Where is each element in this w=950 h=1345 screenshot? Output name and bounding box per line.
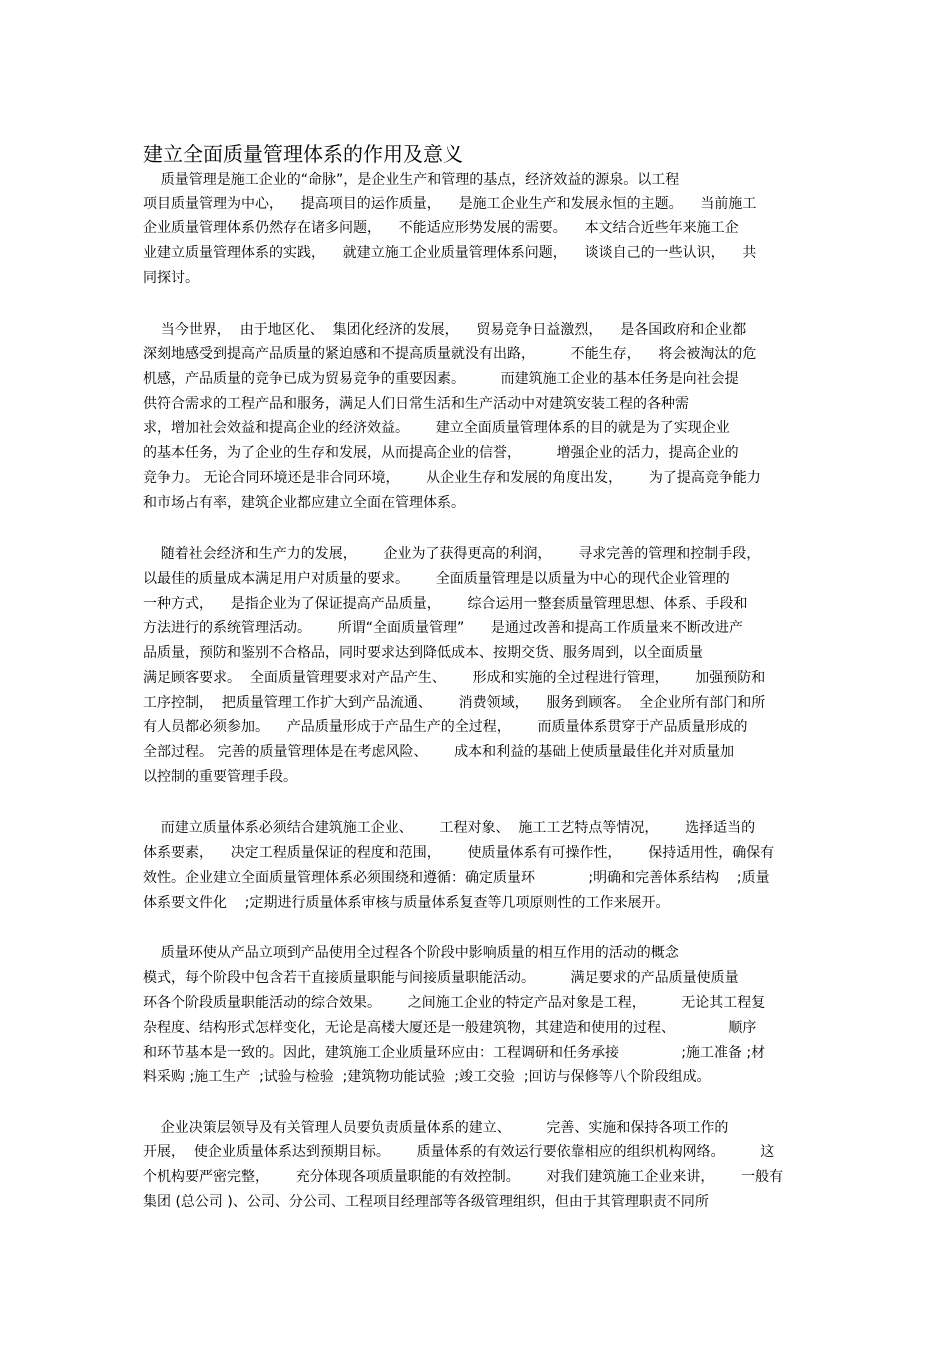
paragraph-line: 工序控制， 把质量管理工作扩大到产品流通、 消费领域， 服务到顾客。 全企业所有部门和所: [143, 695, 766, 711]
paragraph-line: 供符合需求的工程产品和服务，满足人们日常生活和生产活动中对建筑安装工程的各种需: [143, 396, 689, 412]
paragraph-line: 效性。企业建立全面质量管理体系必须围绕和遵循：确定质量环 ;明确和完善体系结构 ;质量: [143, 870, 770, 886]
paragraph-line: 体系要素， 决定工程质量保证的程度和范围， 使质量体系有可操作性， 保持适用性，确保有: [143, 845, 775, 861]
paragraph-line: 杂程度、结构形式怎样变化，无论是高楼大厦还是一般建筑物，其建造和使用的过程、 顺序: [143, 1020, 757, 1036]
paragraph-line: 全部过程。 完善的质量管理体是在考虑风险、 成本和利益的基础上使质量最佳化并对质量加: [143, 744, 735, 760]
paragraph-line: 料采购 ;施工生产 ;试验与检验 ;建筑物功能试验 ;竣工交验 ;回访与保修等八个阶段组成。: [143, 1069, 711, 1085]
paragraph-line: 求，增加社会效益和提高企业的经济效益。 建立全面质量管理体系的目的就是为了实现企业: [143, 420, 730, 436]
paragraph-line: 和市场占有率，建筑企业都应建立全面在管理体系。: [143, 495, 465, 511]
paragraph-line: 以控制的重要管理手段。: [143, 769, 297, 785]
paragraph-line: 同探讨。: [143, 270, 199, 286]
paragraph-line: 和环节基本是一致的。因此，建筑施工企业质量环应由：工程调研和任务承接 ;施工准备 ;材: [143, 1045, 766, 1061]
paragraph-line: 项目质量管理为中心， 提高项目的运作质量， 是施工企业生产和发展永恒的主题。 当前施工: [143, 196, 757, 212]
paragraph-line: 集团 (总公司 )、公司、分公司、工程项目经理部等各级管理组织，但由于其管理职责不同所: [143, 1194, 709, 1210]
paragraph-line: 业建立质量管理体系的实践， 就建立施工企业质量管理体系问题， 谈谈自己的一些认识， 共: [143, 245, 757, 261]
paragraph-line: 品质量，预防和鉴别不合格品，同时要求达到降低成本、按期交货、服务周到，以全面质量: [143, 645, 703, 661]
paragraph-line: 一种方式， 是指企业为了保证提高产品质量， 综合运用一整套质量管理思想、体系、手段和: [143, 596, 748, 612]
paragraph-line: 竞争力。 无论合同环境还是非合同环境， 从企业生存和发展的角度出发， 为了提高竞争能力: [143, 470, 761, 486]
paragraph-line: 当今世界， 由于地区化、 集团化经济的发展， 贸易竞争日益激烈， 是各国政府和企业都: [143, 322, 747, 338]
paragraph-line: 个机构要严密完整， 充分体现各项质量职能的有效控制。 对我们建筑施工企业来讲， 一般有: [143, 1169, 784, 1185]
paragraph-line: 企业质量管理体系仍然存在诸多问题， 不能适应形势发展的需要。 本文结合近些年来施工企: [143, 220, 739, 236]
paragraph-line: 模式，每个阶段中包含若干直接质量职能与间接质量职能活动。 满足要求的产品质量使质量: [143, 970, 739, 986]
paragraph-line: 开展， 使企业质量体系达到预期目标。 质量体系的有效运行要依靠相应的组织机构网络。 这: [143, 1144, 775, 1160]
paragraph-line: 而建立质量体系必须结合建筑施工企业、 工程对象、 施工工艺特点等情况， 选择适当的: [143, 820, 756, 836]
paragraph-line: 的基本任务，为了企业的生存和发展，从而提高企业的信誉， 增强企业的活力，提高企业的: [143, 445, 739, 461]
paragraph-line: 以最佳的质量成本满足用户对质量的要求。 全面质量管理是以质量为中心的现代企业管理的: [143, 571, 730, 587]
paragraph-line: 随着社会经济和生产力的发展， 企业为了获得更高的利润， 寻求完善的管理和控制手段，: [143, 546, 761, 562]
paragraph-line: 方法进行的系统管理活动。 所谓“全面质量管理” 是通过改善和提高工作质量来不断改进产: [143, 620, 743, 636]
paragraph-line: 质量环使从产品立项到产品使用全过程各个阶段中影响质量的相互作用的活动的概念: [143, 945, 679, 961]
paragraph-line: 深刻地感受到提高产品质量的紧迫感和不提高质量就没有出路， 不能生存， 将会被淘汰的危: [143, 346, 757, 362]
document-title: 建立全面质量管理体系的作用及意义: [143, 142, 463, 167]
paragraph-line: 体系要文件化 ;定期进行质量体系审核与质量体系复查等几项原则性的工作来展开。: [143, 895, 670, 911]
paragraph-line: 质量管理是施工企业的“命脉”，是企业生产和管理的基点，经济效益的源泉。以工程: [143, 172, 680, 188]
paragraph-line: 满足顾客要求。 全面质量管理要求对产品产生、 形成和实施的全过程进行管理， 加强预防和: [143, 670, 766, 686]
paragraph-line: 有人员都必须参加。 产品质量形成于产品生产的全过程， 而质量体系贯穿于产品质量形成的: [143, 719, 748, 735]
paragraph-line: 企业决策层领导及有关管理人员要负责质量体系的建立、 完善、实施和保持各项工作的: [143, 1120, 729, 1136]
paragraph-line: 环各个阶段质量职能活动的综合效果。 之间施工企业的特定产品对象是工程， 无论其工程复: [143, 995, 766, 1011]
paragraph-line: 机感，产品质量的竞争已成为贸易竞争的重要因素。 而建筑施工企业的基本任务是向社会提: [143, 371, 739, 387]
